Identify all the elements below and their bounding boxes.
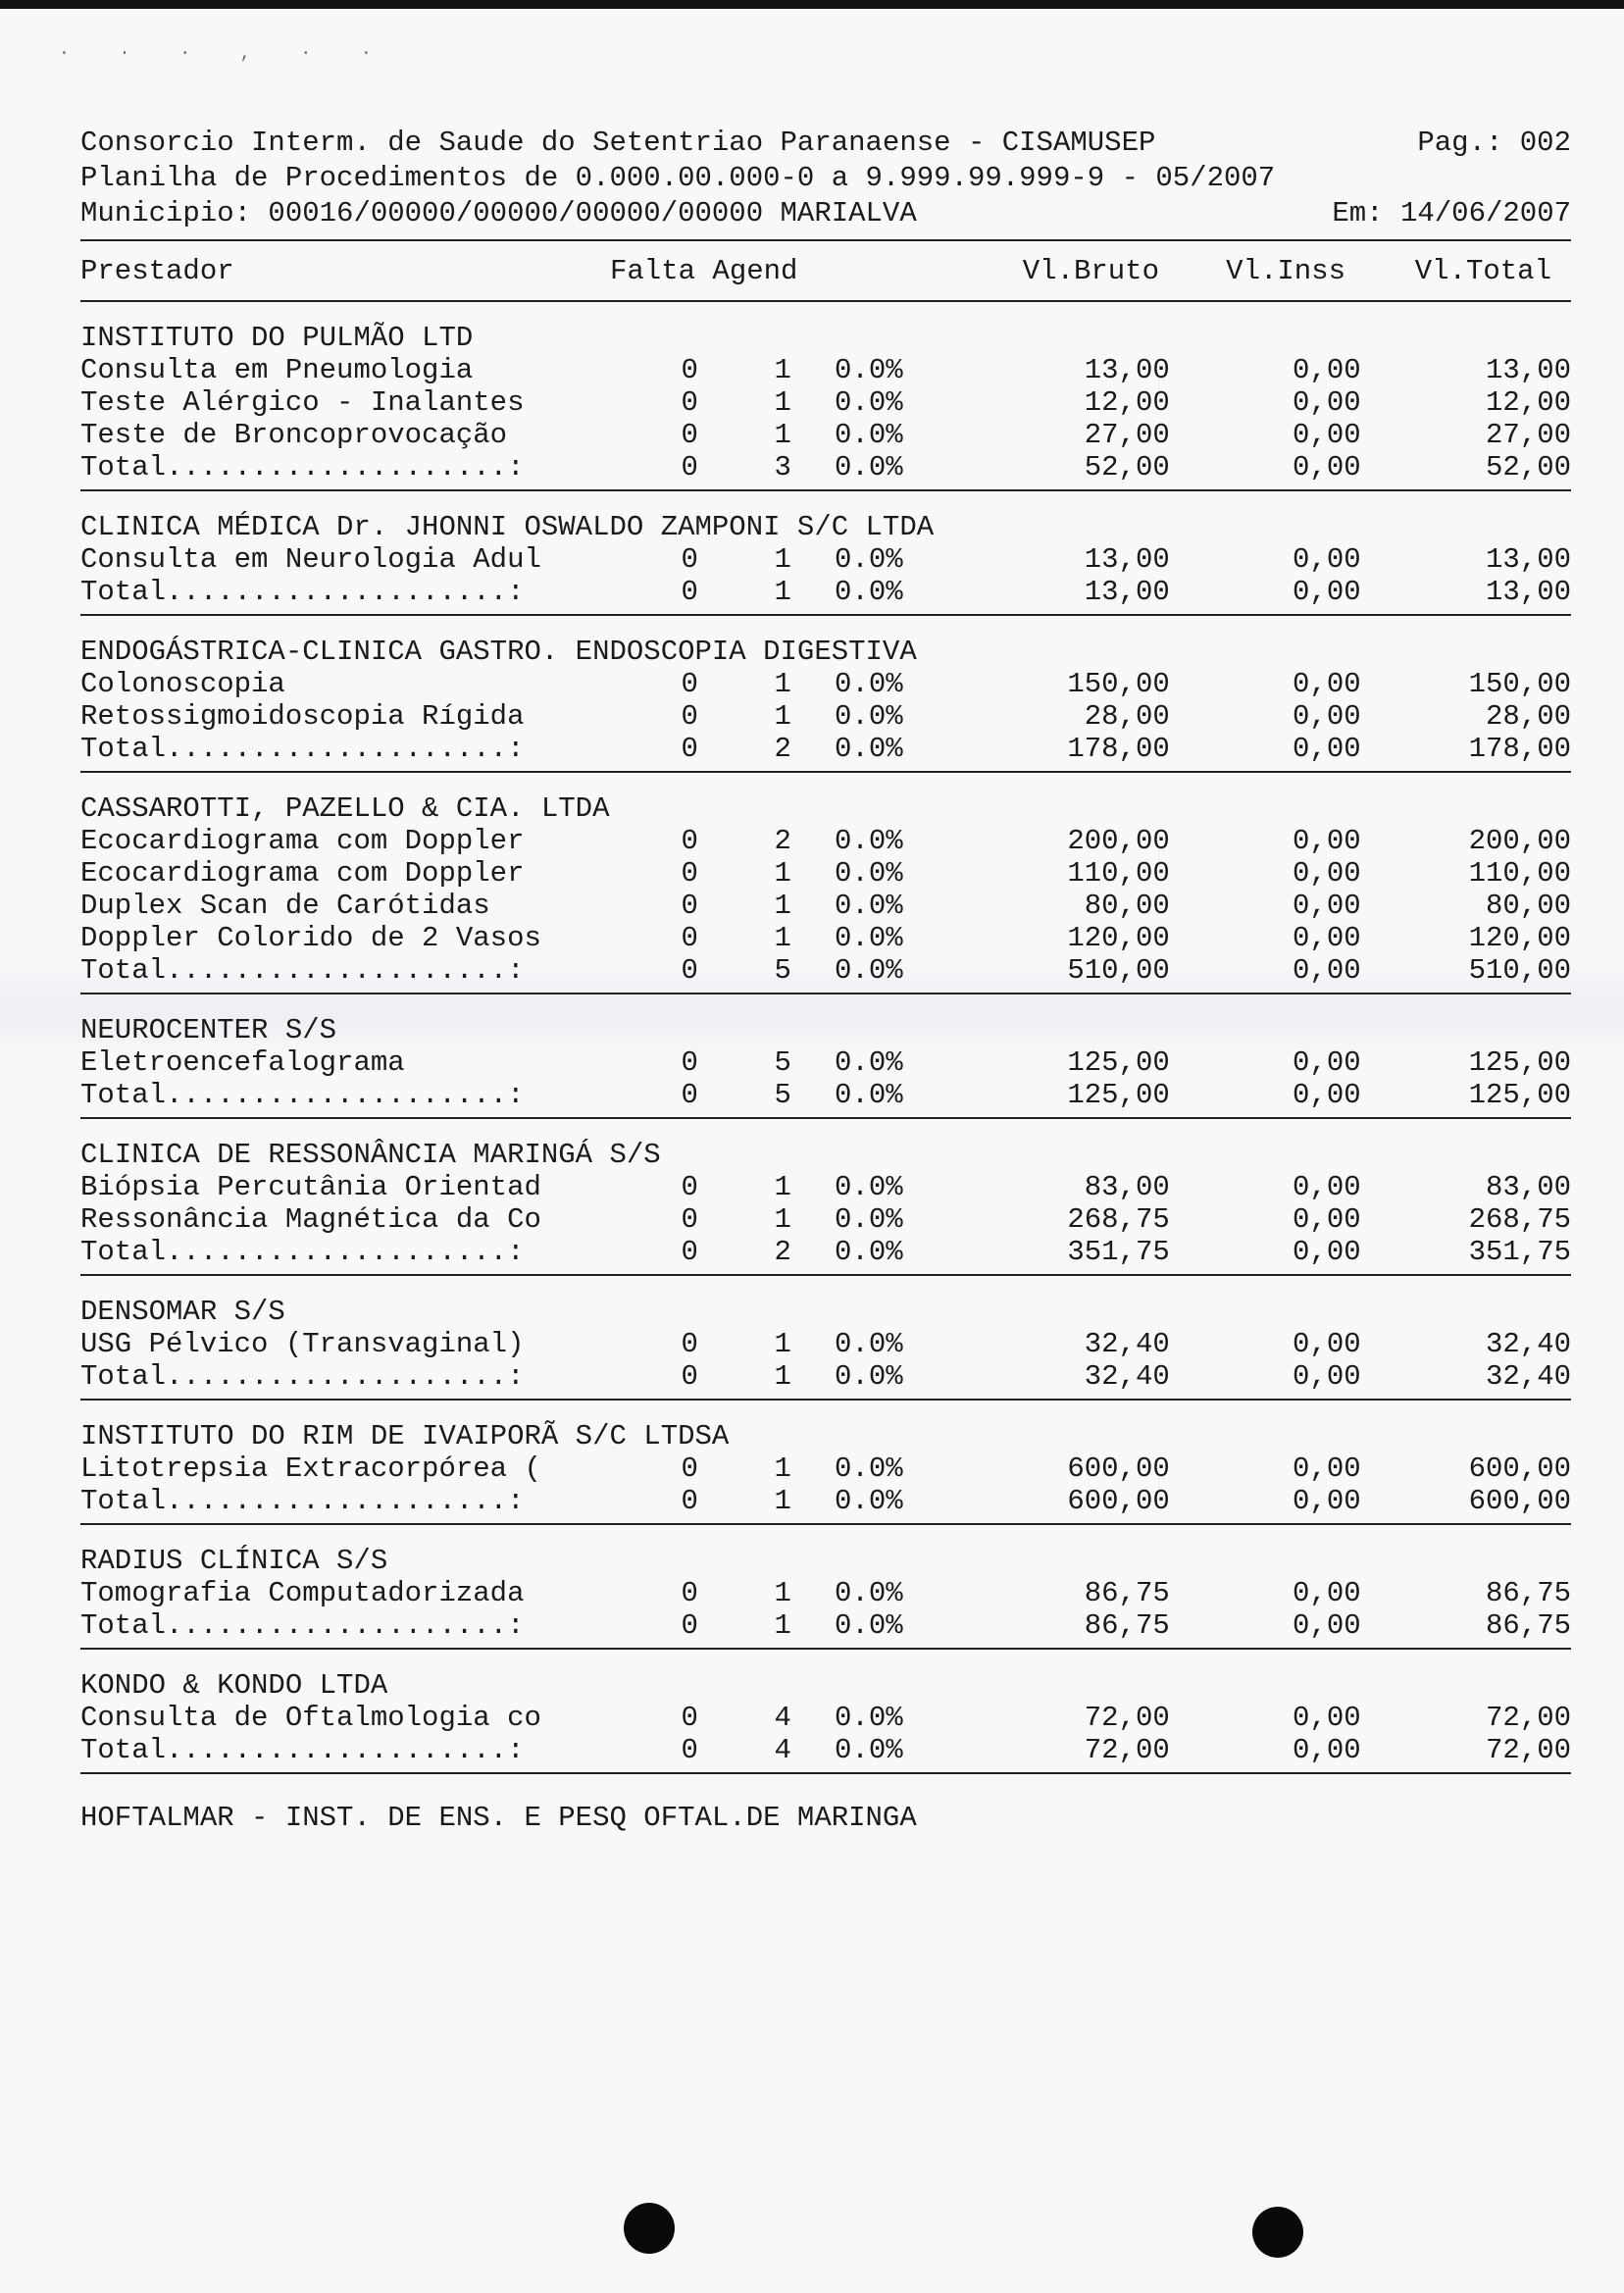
agend-value: 1 [774,1171,791,1203]
bruto-value: 178,00 [1067,733,1170,765]
falta-value: 0 [681,451,698,484]
total-value: 72,00 [1485,1734,1571,1766]
total-value: 110,00 [1468,857,1571,890]
procedure-row [80,922,1571,954]
procedure-name: Teste de Broncoprovocação [80,419,508,451]
inss-value: 0,00 [1293,1734,1361,1766]
total-value: 351,75 [1468,1236,1571,1268]
total-row [80,1609,1571,1642]
falta-value: 0 [681,1734,698,1766]
percent-value: 0.0% [835,1702,903,1734]
procedure-name: Total....................: [80,451,525,484]
procedure-name: Tomografia Computadorizada [80,1577,525,1609]
procedure-row [80,1577,1571,1609]
bruto-value: 200,00 [1067,825,1170,857]
procedure-row [80,668,1571,700]
agend-value: 1 [774,922,791,954]
bruto-value: 72,00 [1084,1734,1170,1766]
bruto-value: 13,00 [1084,543,1170,576]
provider-group [80,616,1571,771]
total-row [80,1236,1571,1268]
bruto-value: 125,00 [1067,1046,1170,1079]
inss-value: 0,00 [1293,668,1361,700]
percent-value: 0.0% [835,825,903,857]
report-header [80,126,1571,231]
procedure-row [80,825,1571,857]
falta-value: 0 [681,700,698,733]
inss-value: 0,00 [1293,576,1361,608]
inss-value: 0,00 [1293,922,1361,954]
falta-value: 0 [681,1079,698,1111]
total-value: 120,00 [1468,922,1571,954]
header-title: Consorcio Interm. de Saude do Setentriao Paranaense - CISAMUSEP [80,127,1156,159]
percent-value: 0.0% [835,922,903,954]
procedure-name: Total....................: [80,1079,525,1111]
bruto-value: 120,00 [1067,922,1170,954]
procedure-name: Total....................: [80,1734,525,1766]
provider-group [80,302,1571,489]
falta-value: 0 [681,354,698,386]
procedure-name: Ecocardiograma com Doppler [80,825,525,857]
procedure-name: Total....................: [80,1609,525,1642]
total-value: 12,00 [1485,386,1571,419]
procedure-name: Ecocardiograma com Doppler [80,857,525,890]
agend-value: 3 [774,451,791,484]
header-line-2 [80,161,1571,196]
bruto-value: 52,00 [1084,451,1170,484]
procedure-row [80,1171,1571,1203]
inss-value: 0,00 [1293,1171,1361,1203]
agend-value: 5 [774,1046,791,1079]
procedure-row [80,890,1571,922]
inss-value: 0,00 [1293,1203,1361,1236]
inss-value: 0,00 [1293,1577,1361,1609]
agend-value: 2 [774,1236,791,1268]
bruto-value: 12,00 [1084,386,1170,419]
column-header-row [80,241,1571,300]
col-inss: Vl.Inss [1226,254,1345,287]
agend-value: 2 [774,733,791,765]
total-value: 268,75 [1468,1203,1571,1236]
inss-value: 0,00 [1293,700,1361,733]
percent-value: 0.0% [835,733,903,765]
col-falta: Falta [610,254,696,287]
provider-group [80,994,1571,1117]
percent-value: 0.0% [835,543,903,576]
percent-value: 0.0% [835,419,903,451]
procedure-row [80,1452,1571,1485]
header-date: Em: 14/06/2007 [1332,197,1571,229]
col-falta-agend [610,255,801,287]
percent-value: 0.0% [835,1609,903,1642]
procedure-name: Colonoscopia [80,668,285,700]
falta-value: 0 [681,825,698,857]
procedure-name: Eletroencefalograma [80,1046,405,1079]
col-agend: Agend [712,254,798,287]
procedure-name: Consulta em Pneumologia [80,354,474,386]
agend-value: 1 [774,576,791,608]
agend-value: 1 [774,857,791,890]
procedure-row [80,1702,1571,1734]
total-value: 32,40 [1485,1328,1571,1360]
report-page [80,126,1571,1834]
agend-value: 2 [774,825,791,857]
total-value: 27,00 [1485,419,1571,451]
total-value: 13,00 [1485,576,1571,608]
procedure-name: Total....................: [80,1360,525,1393]
procedure-row [80,543,1571,576]
percent-value: 0.0% [835,451,903,484]
procedure-name: Ressonância Magnética da Co [80,1203,541,1236]
total-value: 125,00 [1468,1079,1571,1111]
total-value: 28,00 [1485,700,1571,733]
header-line-1 [80,126,1571,161]
procedure-name: Total....................: [80,954,525,987]
agend-value: 1 [774,1485,791,1517]
procedure-row [80,1046,1571,1079]
agend-value: 4 [774,1702,791,1734]
bruto-value: 110,00 [1067,857,1170,890]
total-row [80,1079,1571,1111]
punch-hole-left [624,2203,675,2254]
total-value: 200,00 [1468,825,1571,857]
procedure-name: Total....................: [80,733,525,765]
total-value: 150,00 [1468,668,1571,700]
agend-value: 4 [774,1734,791,1766]
inss-value: 0,00 [1293,1360,1361,1393]
col-bruto: Vl.Bruto [1022,254,1159,287]
falta-value: 0 [681,1452,698,1485]
agend-value: 1 [774,700,791,733]
provider-group [80,1276,1571,1399]
inss-value: 0,00 [1293,386,1361,419]
procedure-name: Total....................: [80,1236,525,1268]
col-prestador: Prestador [80,254,234,287]
falta-value: 0 [681,1577,698,1609]
falta-value: 0 [681,733,698,765]
procedure-row [80,386,1571,419]
bruto-value: 86,75 [1084,1609,1170,1642]
inss-value: 0,00 [1293,1702,1361,1734]
provider-group [80,1525,1571,1648]
agend-value: 5 [774,954,791,987]
percent-value: 0.0% [835,1328,903,1360]
last-provider-title: HOFTALMAR - INST. DE ENS. E PESQ OFTAL.DE MARINGA [80,1802,917,1834]
total-value: 13,00 [1485,543,1571,576]
procedure-name: Litotrepsia Extracorpórea ( [80,1452,541,1485]
percent-value: 0.0% [835,1046,903,1079]
percent-value: 0.0% [835,1360,903,1393]
provider-group [80,491,1571,614]
total-value: 52,00 [1485,451,1571,484]
total-value: 125,00 [1468,1046,1571,1079]
agend-value: 1 [774,1203,791,1236]
total-row [80,1360,1571,1393]
total-value: 83,00 [1485,1171,1571,1203]
provider-name: KONDO & KONDO LTDA [80,1669,388,1702]
procedure-name: Retossigmoidoscopia Rígida [80,700,525,733]
inss-value: 0,00 [1293,890,1361,922]
procedure-row [80,1203,1571,1236]
agend-value: 1 [774,543,791,576]
falta-value: 0 [681,386,698,419]
provider-name: INSTITUTO DO RIM DE IVAIPORÃ S/C LTDSA [80,1420,730,1452]
total-value: 510,00 [1468,954,1571,987]
inss-value: 0,00 [1293,1609,1361,1642]
agend-value: 1 [774,354,791,386]
scan-top-edge [0,0,1624,9]
bruto-value: 268,75 [1067,1203,1170,1236]
col-total: Vl.Total [1414,254,1551,287]
provider-name: RADIUS CLÍNICA S/S [80,1545,388,1577]
total-value: 178,00 [1468,733,1571,765]
provider-group [80,1119,1571,1274]
bruto-value: 83,00 [1084,1171,1170,1203]
bruto-value: 13,00 [1084,354,1170,386]
scan-specks: · · · , · · [59,44,391,64]
procedure-name: Consulta de Oftalmologia co [80,1702,541,1734]
bruto-value: 32,40 [1084,1328,1170,1360]
bruto-value: 27,00 [1084,419,1170,451]
total-row [80,451,1571,484]
total-value: 13,00 [1485,354,1571,386]
procedure-name: Teste Alérgico - Inalantes [80,386,525,419]
percent-value: 0.0% [835,700,903,733]
falta-value: 0 [681,543,698,576]
procedure-row [80,1328,1571,1360]
percent-value: 0.0% [835,1734,903,1766]
inss-value: 0,00 [1293,1079,1361,1111]
provider-name: CASSAROTTI, PAZELLO & CIA. LTDA [80,792,610,825]
total-row [80,954,1571,987]
bruto-value: 86,75 [1084,1577,1170,1609]
total-row [80,1734,1571,1766]
falta-value: 0 [681,890,698,922]
falta-value: 0 [681,1236,698,1268]
falta-value: 0 [681,1360,698,1393]
falta-value: 0 [681,1171,698,1203]
percent-value: 0.0% [835,1485,903,1517]
percent-value: 0.0% [835,1171,903,1203]
inss-value: 0,00 [1293,354,1361,386]
bruto-value: 13,00 [1084,576,1170,608]
procedure-name: USG Pélvico (Transvaginal) [80,1328,525,1360]
falta-value: 0 [681,1203,698,1236]
header-subtitle: Planilha de Procedimentos de 0.000.00.000-0 a 9.999.99.999-9 - 05/2007 [80,162,1276,194]
bruto-value: 510,00 [1067,954,1170,987]
falta-value: 0 [681,1046,698,1079]
provider-groups [80,302,1571,1774]
bruto-value: 28,00 [1084,700,1170,733]
percent-value: 0.0% [835,890,903,922]
agend-value: 1 [774,1328,791,1360]
total-value: 72,00 [1485,1702,1571,1734]
procedure-row [80,354,1571,386]
agend-value: 1 [774,668,791,700]
percent-value: 0.0% [835,354,903,386]
inss-value: 0,00 [1293,1236,1361,1268]
inss-value: 0,00 [1293,1046,1361,1079]
falta-value: 0 [681,1485,698,1517]
agend-value: 1 [774,1360,791,1393]
falta-value: 0 [681,1609,698,1642]
provider-group [80,1401,1571,1523]
provider-name: CLINICA MÉDICA Dr. JHONNI OSWALDO ZAMPONI S/C LTDA [80,511,935,543]
percent-value: 0.0% [835,576,903,608]
percent-value: 0.0% [835,668,903,700]
bruto-value: 32,40 [1084,1360,1170,1393]
percent-value: 0.0% [835,1452,903,1485]
agend-value: 1 [774,1609,791,1642]
total-value: 80,00 [1485,890,1571,922]
agend-value: 1 [774,386,791,419]
agend-value: 1 [774,419,791,451]
inss-value: 0,00 [1293,825,1361,857]
total-value: 86,75 [1485,1609,1571,1642]
provider-group [80,1650,1571,1772]
total-value: 600,00 [1468,1485,1571,1517]
falta-value: 0 [681,954,698,987]
procedure-name: Total....................: [80,576,525,608]
percent-value: 0.0% [835,386,903,419]
provider-name: DENSOMAR S/S [80,1296,285,1328]
inss-value: 0,00 [1293,419,1361,451]
inss-value: 0,00 [1293,954,1361,987]
procedure-row [80,419,1571,451]
bruto-value: 600,00 [1067,1452,1170,1485]
inss-value: 0,00 [1293,543,1361,576]
procedure-name: Biópsia Percutânia Orientad [80,1171,541,1203]
provider-name: CLINICA DE RESSONÂNCIA MARINGÁ S/S [80,1139,661,1171]
provider-name: ENDOGÁSTRICA-CLINICA GASTRO. ENDOSCOPIA DIGESTIVA [80,636,917,668]
provider-name: INSTITUTO DO PULMÃO LTD [80,322,474,354]
bruto-value: 72,00 [1084,1702,1170,1734]
percent-value: 0.0% [835,1577,903,1609]
inss-value: 0,00 [1293,451,1361,484]
header-line-3 [80,196,1571,231]
procedure-name: Duplex Scan de Carótidas [80,890,490,922]
bruto-value: 351,75 [1067,1236,1170,1268]
page-number: Pag.: 002 [1417,127,1571,159]
falta-value: 0 [681,1328,698,1360]
falta-value: 0 [681,576,698,608]
bruto-value: 600,00 [1067,1485,1170,1517]
total-value: 86,75 [1485,1577,1571,1609]
agend-value: 5 [774,1079,791,1111]
header-municipio: Municipio: 00016/00000/00000/00000/00000 MARIALVA [80,197,917,229]
percent-value: 0.0% [835,1079,903,1111]
inss-value: 0,00 [1293,857,1361,890]
agend-value: 1 [774,890,791,922]
procedure-row [80,700,1571,733]
falta-value: 0 [681,419,698,451]
procedure-name: Doppler Colorido de 2 Vasos [80,922,541,954]
punch-hole-right [1252,2207,1303,2258]
total-value: 32,40 [1485,1360,1571,1393]
procedure-name: Consulta em Neurologia Adul [80,543,541,576]
total-row [80,1485,1571,1517]
total-row [80,733,1571,765]
percent-value: 0.0% [835,1236,903,1268]
procedure-name: Total....................: [80,1485,525,1517]
bruto-value: 150,00 [1067,668,1170,700]
falta-value: 0 [681,922,698,954]
agend-value: 1 [774,1452,791,1485]
agend-value: 1 [774,1577,791,1609]
bruto-value: 80,00 [1084,890,1170,922]
percent-value: 0.0% [835,857,903,890]
falta-value: 0 [681,668,698,700]
inss-value: 0,00 [1293,733,1361,765]
percent-value: 0.0% [835,1203,903,1236]
procedure-row [80,857,1571,890]
falta-value: 0 [681,1702,698,1734]
total-value: 600,00 [1468,1452,1571,1485]
provider-group [80,773,1571,993]
bruto-value: 125,00 [1067,1079,1170,1111]
inss-value: 0,00 [1293,1452,1361,1485]
falta-value: 0 [681,857,698,890]
provider-name: NEUROCENTER S/S [80,1014,337,1046]
inss-value: 0,00 [1293,1485,1361,1517]
inss-value: 0,00 [1293,1328,1361,1360]
percent-value: 0.0% [835,954,903,987]
total-row [80,576,1571,608]
